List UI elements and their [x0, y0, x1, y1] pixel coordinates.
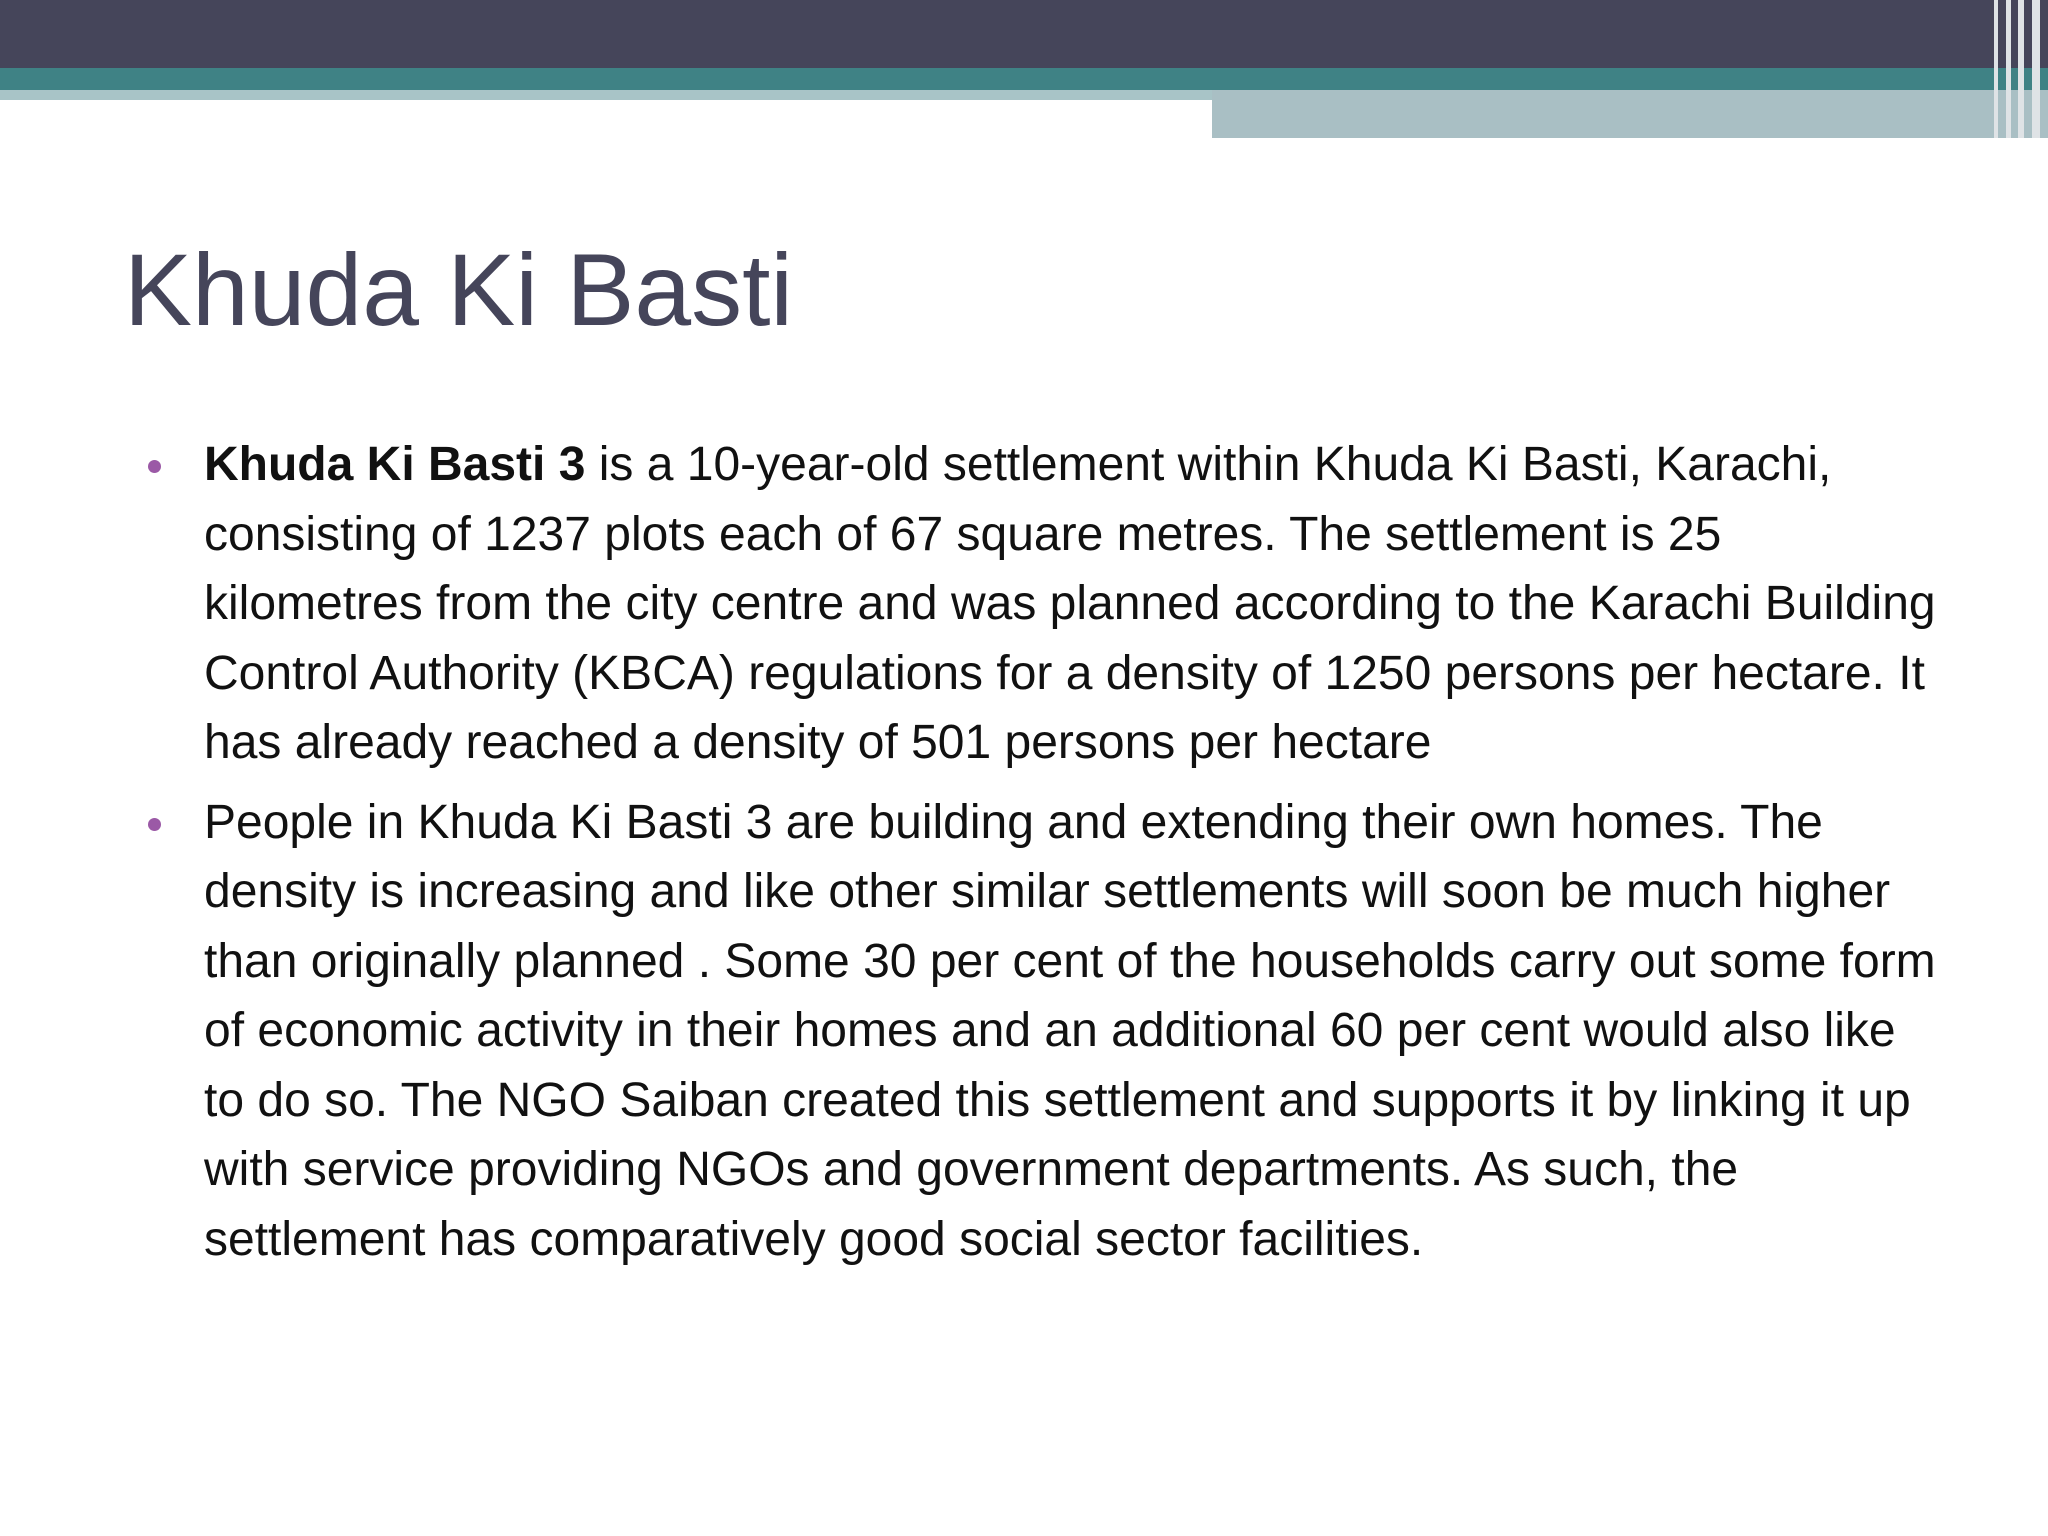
- header-band-dark: [0, 0, 2048, 68]
- header-band-light-left: [0, 90, 1212, 100]
- bullet-dot-icon: [148, 818, 161, 831]
- header-band-teal: [0, 68, 2048, 90]
- bullet-list: [148, 430, 1938, 1284]
- bullet-dot-icon: [148, 460, 161, 473]
- bullet-text: People in Khuda Ki Basti 3 are building and extending their own homes. The density is increasing and like other similar settlements will soon be much higher than originally planned . Some 30 per cent of the households carry out some form of economic activity in their homes and an additional 60 per cent would also like to do so. The NGO Saiban created this settlement and supports it by linking it up with service providing NGOs and government departments. As such, the settlement has comparatively good social sector facilities.: [204, 795, 1936, 1266]
- slide-title: Khuda Ki Basti: [124, 233, 794, 347]
- bullet-text: is a 10-year-old settlement within Khuda Ki Basti, Karachi, consisting of 1237 plots each of 67 square metres. The settlement is 25 kilometres from the city centre and was planned according to the Karachi Building Control Authority (KBCA) regulations for a density of 1250 persons per hectare. It has already reached a density of 501 persons per hectare: [204, 438, 1936, 769]
- bullet-item: [148, 788, 1938, 1275]
- bullet-item: [148, 430, 1938, 778]
- bullet-bold-lead: Khuda Ki Basti 3: [204, 438, 586, 491]
- header-band-light-right: [1212, 90, 2048, 138]
- header-stripes: [1988, 0, 2048, 138]
